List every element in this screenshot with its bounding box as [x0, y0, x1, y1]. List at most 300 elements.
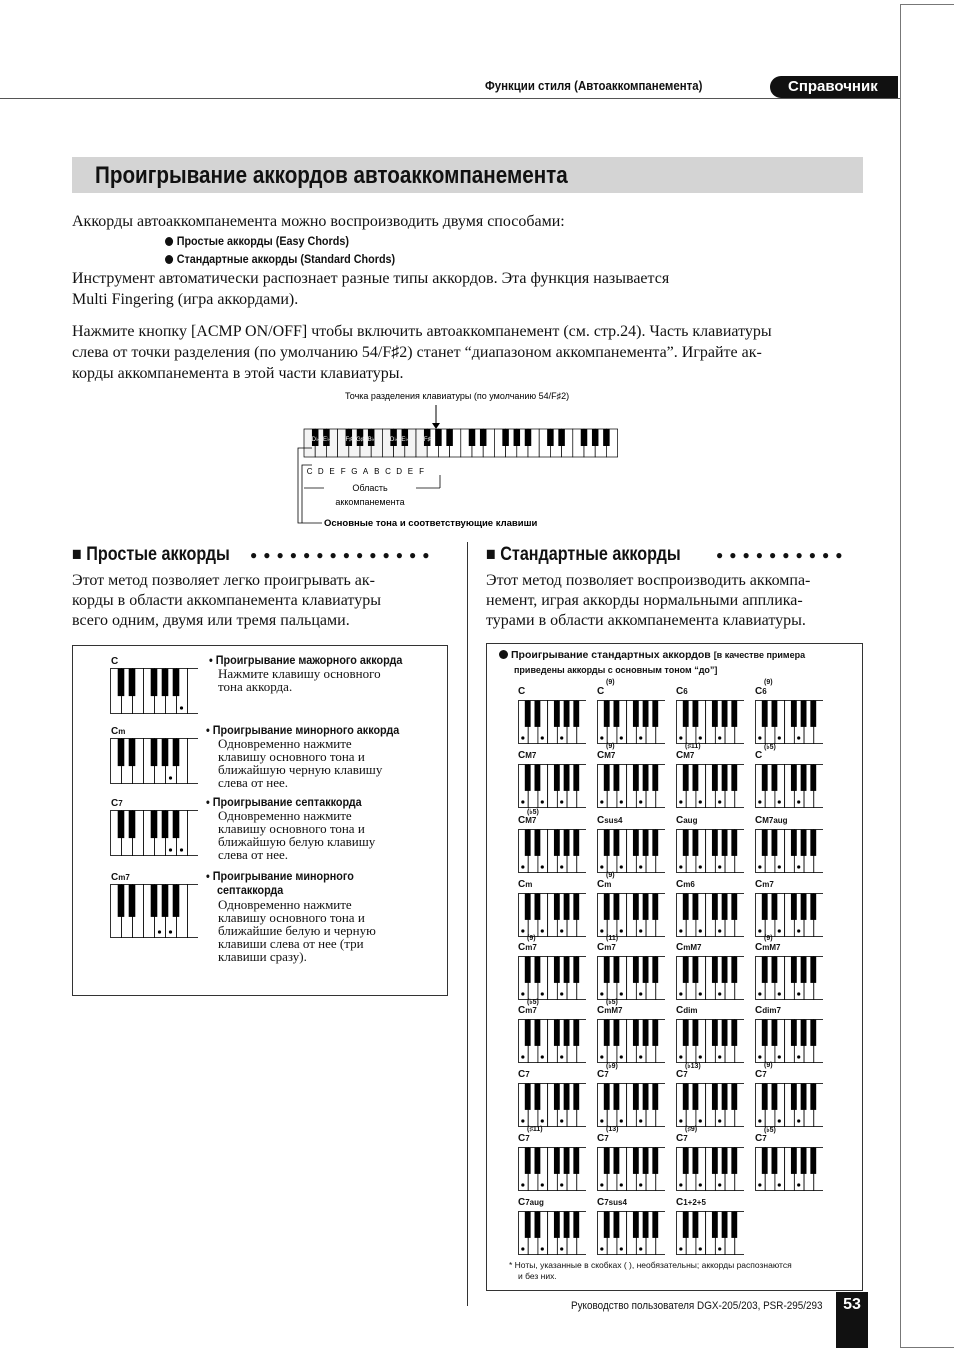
black-key — [573, 701, 579, 727]
easy-chords-heading: ■ Простые аккорды — [72, 544, 230, 565]
black-key — [712, 894, 718, 920]
white-note-label: F — [419, 467, 425, 476]
black-key — [535, 1020, 541, 1046]
pressed-key-dot — [699, 736, 702, 739]
black-key — [810, 957, 816, 983]
standard-chord-name: CM7 (9) — [597, 743, 616, 761]
chord-keyboard — [597, 1147, 665, 1191]
black-key — [118, 885, 125, 917]
white-note-label: D — [396, 467, 403, 476]
standard-chord-name: Cm7 (9) — [518, 935, 537, 953]
pressed-key-dot — [541, 1119, 544, 1122]
chord-keyboard — [110, 810, 198, 856]
pressed-key-dot — [797, 1055, 800, 1058]
black-key — [762, 830, 768, 856]
pressed-key-dot — [180, 848, 183, 851]
pressed-key-dot — [778, 1183, 781, 1186]
black-key — [652, 1020, 658, 1046]
black-key — [118, 739, 125, 767]
black-note-label: G♯ — [356, 437, 364, 443]
pressed-key-dot — [718, 865, 721, 868]
chord-keyboard — [518, 1019, 586, 1063]
page-edge-top — [900, 4, 954, 5]
chord-keyboard — [676, 893, 744, 937]
pressed-key-dot — [797, 736, 800, 739]
black-key — [554, 765, 560, 791]
black-key — [791, 765, 797, 791]
black-note-label: E♭ — [401, 437, 409, 443]
black-key — [643, 1212, 649, 1238]
chord-keyboard — [597, 700, 665, 744]
pressed-key-dot — [521, 800, 524, 803]
black-key — [525, 830, 531, 856]
pressed-key-dot — [639, 1247, 642, 1250]
standard-chord-name: C7 (♭9) — [597, 1063, 618, 1080]
easy-chord-title: • Проигрывание мажорного аккорда — [209, 653, 403, 667]
pressed-key-dot — [679, 1055, 682, 1058]
black-key — [722, 765, 728, 791]
black-key — [573, 765, 579, 791]
black-key — [762, 1020, 768, 1046]
pressed-key-dot — [778, 929, 781, 932]
black-key — [712, 830, 718, 856]
standard-chord-name: CM7aug — [755, 815, 788, 826]
black-key — [722, 894, 728, 920]
chord-keyboard — [597, 893, 665, 937]
pressed-key-dot — [718, 1055, 721, 1058]
standard-heading-dots: ●●●●●●●●●● — [716, 548, 849, 562]
black-key — [683, 765, 689, 791]
black-key — [525, 957, 531, 983]
chord-keyboard — [110, 668, 198, 714]
black-key — [162, 669, 169, 697]
black-key — [712, 1148, 718, 1174]
black-key — [173, 811, 180, 839]
standard-chord-name: Cm6 — [676, 879, 695, 890]
pressed-key-dot — [600, 929, 603, 932]
black-key — [151, 811, 158, 839]
black-key — [554, 830, 560, 856]
page-number: 53 — [836, 1292, 868, 1348]
pressed-key-dot — [600, 1119, 603, 1122]
standard-chord-name: C6 (9) — [755, 679, 773, 697]
black-key — [722, 1148, 728, 1174]
black-key — [791, 894, 797, 920]
black-key — [633, 701, 639, 727]
black-key — [731, 701, 737, 727]
black-key — [772, 765, 778, 791]
black-key — [173, 669, 180, 697]
black-key — [633, 1148, 639, 1174]
chord-keyboard — [518, 1083, 586, 1127]
pressed-key-dot — [758, 1055, 761, 1058]
easy-chord-desc-line: клавишу основного тона и — [218, 749, 365, 764]
white-note-label: A — [362, 467, 369, 476]
standard-text-l3: турами в области аккомпанемента клавиатуры. — [486, 612, 806, 629]
pressed-key-dot — [699, 1055, 702, 1058]
pressed-key-dot — [639, 992, 642, 995]
bullet-dot-icon — [165, 255, 173, 264]
pressed-key-dot — [778, 992, 781, 995]
chord-keyboard — [518, 1147, 586, 1191]
pressed-key-dot — [797, 992, 800, 995]
white-key — [188, 739, 199, 784]
black-key — [801, 1148, 807, 1174]
black-key — [573, 1020, 579, 1046]
black-key — [129, 669, 136, 697]
pressed-key-dot — [718, 736, 721, 739]
black-key — [525, 1212, 531, 1238]
pressed-key-dot — [718, 1183, 721, 1186]
chord-keyboard — [755, 956, 823, 1000]
pressed-key-dot — [718, 992, 721, 995]
para2-line1: Нажмите кнопку [ACMP ON/OFF] чтобы включить автоаккомпанемент (см. стр.24). Часть клавиатуры — [72, 323, 772, 340]
standard-chords-heading: ■ Стандартные аккорды — [486, 544, 681, 565]
black-key — [810, 1148, 816, 1174]
pressed-key-dot — [699, 1247, 702, 1250]
black-key — [801, 701, 807, 727]
black-key — [762, 765, 768, 791]
black-key — [762, 701, 768, 727]
black-key — [633, 1020, 639, 1046]
footer-manual-title: Руководство пользователя DGX-205/203, PSR-295/293 — [571, 1300, 823, 1312]
black-key — [801, 1020, 807, 1046]
black-key — [801, 894, 807, 920]
pressed-key-dot — [620, 992, 623, 995]
white-note-label: F — [340, 467, 346, 476]
pressed-key-dot — [758, 800, 761, 803]
black-key — [118, 811, 125, 839]
black-key — [581, 429, 588, 446]
black-key — [801, 765, 807, 791]
pressed-key-dot — [778, 865, 781, 868]
black-note-label: F♯ — [345, 437, 353, 443]
easy-chord-desc-line: Нажмите клавишу основного — [218, 666, 381, 681]
roots-label: Основные тона и соответствующие клавиши — [324, 518, 538, 529]
black-key — [643, 1148, 649, 1174]
easy-chord-desc-line: клавиши сразу). — [218, 949, 307, 964]
black-key — [535, 1212, 541, 1238]
pressed-key-dot — [560, 1055, 563, 1058]
standard-chord-name: CM7 — [518, 750, 537, 761]
black-key — [604, 830, 610, 856]
black-key — [554, 1084, 560, 1110]
black-key — [564, 1020, 570, 1046]
black-key — [772, 1020, 778, 1046]
pressed-key-dot — [541, 736, 544, 739]
pressed-key-dot — [600, 1183, 603, 1186]
black-key — [683, 957, 689, 983]
pressed-key-dot — [521, 1247, 524, 1250]
chord-keyboard — [518, 700, 586, 744]
pressed-key-dot — [679, 1247, 682, 1250]
pressed-key-dot — [521, 1055, 524, 1058]
chord-keyboard — [597, 956, 665, 1000]
easy-text-l1: Этот метод позволяет легко проигрывать ак- — [72, 572, 375, 589]
black-key — [604, 1148, 610, 1174]
easy-chord-name: C — [111, 656, 119, 667]
standard-chord-name: C6 — [676, 686, 688, 697]
pressed-key-dot — [541, 1247, 544, 1250]
easy-chord-desc-line: тона аккорда. — [218, 679, 293, 694]
white-note-label: D — [317, 467, 324, 476]
black-key — [614, 765, 620, 791]
standard-chord-name: C7aug — [518, 1197, 544, 1208]
black-key — [712, 765, 718, 791]
chord-keyboard — [755, 700, 823, 744]
black-key — [772, 1148, 778, 1174]
standard-chord-name: C (♭5) — [755, 744, 776, 761]
bullet-standard: Стандартные аккорды (Standard Chords) — [165, 252, 395, 266]
pressed-key-dot — [718, 1119, 721, 1122]
black-key — [525, 1084, 531, 1110]
black-key — [525, 894, 531, 920]
black-key — [564, 830, 570, 856]
pressed-key-dot — [758, 1183, 761, 1186]
pressed-key-dot — [521, 865, 524, 868]
chord-keyboard — [755, 1019, 823, 1063]
pressed-key-dot — [797, 800, 800, 803]
chord-keyboard — [755, 893, 823, 937]
area-label-line1: Область — [352, 483, 388, 493]
black-key — [722, 957, 728, 983]
black-key — [810, 701, 816, 727]
black-key — [810, 1020, 816, 1046]
black-key — [604, 701, 610, 727]
pressed-key-dot — [620, 1119, 623, 1122]
para1-line1: Инструмент автоматически распознает разные типы аккордов. Эта функция называется — [72, 270, 670, 287]
chord-keyboard — [755, 1083, 823, 1127]
black-key — [554, 894, 560, 920]
pressed-key-dot — [639, 1183, 642, 1186]
black-key — [614, 1020, 620, 1046]
black-key — [722, 701, 728, 727]
black-key — [693, 1084, 699, 1110]
chord-keyboard — [676, 956, 744, 1000]
black-key — [772, 830, 778, 856]
black-key — [652, 1148, 658, 1174]
black-key — [604, 957, 610, 983]
black-key — [162, 739, 169, 767]
black-key — [731, 830, 737, 856]
pressed-key-dot — [620, 929, 623, 932]
chord-keyboard — [755, 1147, 823, 1191]
black-key — [573, 1148, 579, 1174]
easy-chord-desc-line: слева от нее. — [218, 775, 289, 790]
para2-line3: корды аккомпанемента в этой части клавиатуры. — [72, 365, 404, 382]
pressed-key-dot — [679, 865, 682, 868]
area-label-line2: аккомпанемента — [335, 497, 405, 507]
black-key — [573, 1084, 579, 1110]
keyboard-keys — [304, 429, 618, 457]
pressed-key-dot — [758, 929, 761, 932]
standard-chord-name: C7sus4 — [597, 1197, 627, 1208]
black-key — [614, 1148, 620, 1174]
pressed-key-dot — [778, 1119, 781, 1122]
black-key — [162, 885, 169, 917]
pressed-key-dot — [600, 1055, 603, 1058]
standard-chord-name: C7 (9) — [755, 1062, 773, 1080]
black-key — [731, 1212, 737, 1238]
black-key — [525, 1020, 531, 1046]
pressed-key-dot — [639, 736, 642, 739]
black-key — [614, 830, 620, 856]
white-note-label: C — [306, 467, 313, 476]
black-key — [693, 701, 699, 727]
pressed-key-dot — [718, 1247, 721, 1250]
pressed-key-dot — [620, 1055, 623, 1058]
standard-chord-name: C1+2+5 — [676, 1197, 706, 1208]
standard-chord-name: CmM7 (♭5) — [597, 999, 623, 1016]
easy-chord-title: • Проигрывание септаккорда — [206, 795, 362, 809]
black-key — [502, 429, 509, 446]
black-key — [151, 669, 158, 697]
black-key — [791, 1084, 797, 1110]
black-key — [731, 957, 737, 983]
black-key — [722, 1212, 728, 1238]
black-key — [762, 1084, 768, 1110]
black-key — [652, 701, 658, 727]
pressed-key-dot — [639, 865, 642, 868]
black-key — [554, 957, 560, 983]
black-key — [683, 1148, 689, 1174]
black-key — [810, 894, 816, 920]
black-key — [564, 957, 570, 983]
black-key — [564, 894, 570, 920]
black-key — [604, 1084, 610, 1110]
standard-chord-name: C7 — [518, 1069, 530, 1080]
black-key — [535, 894, 541, 920]
black-key — [693, 894, 699, 920]
black-key — [791, 830, 797, 856]
bullet-easy: Простые аккорды (Easy Chords) — [165, 234, 349, 248]
pressed-key-dot — [541, 865, 544, 868]
pressed-key-dot — [718, 929, 721, 932]
black-key — [762, 1148, 768, 1174]
easy-chord-desc-line: клавишу основного тона и — [218, 821, 365, 836]
black-key — [643, 765, 649, 791]
black-key — [525, 701, 531, 727]
black-key — [604, 765, 610, 791]
footnote-line1: * Ноты, указанные в скобках ( ), необязательны; аккорды распознаются — [509, 1260, 792, 1270]
pressed-key-dot — [718, 800, 721, 803]
black-key — [604, 1020, 610, 1046]
black-key — [643, 830, 649, 856]
easy-chord-desc-line: клавиши слева от нее (три — [218, 936, 364, 951]
chord-keyboard — [676, 764, 744, 808]
chord-keyboard — [518, 956, 586, 1000]
black-key — [633, 1084, 639, 1110]
header-section-label: Функции стиля (Автоаккомпанемента) — [485, 78, 703, 93]
black-key — [514, 429, 521, 446]
black-key — [722, 1084, 728, 1110]
black-key — [772, 1084, 778, 1110]
pressed-key-dot — [639, 1119, 642, 1122]
black-key — [683, 894, 689, 920]
easy-heading-dots: ●●●●●●●●●●●●●● — [250, 548, 436, 562]
standard-chord-name: Cdim7 — [755, 1005, 781, 1016]
pressed-key-dot — [600, 865, 603, 868]
black-key — [633, 765, 639, 791]
black-key — [633, 957, 639, 983]
black-note-label: F♯ — [423, 437, 431, 443]
black-key — [633, 1212, 639, 1238]
pressed-key-dot — [699, 800, 702, 803]
black-key — [810, 830, 816, 856]
white-note-label: C — [385, 467, 391, 476]
standard-chord-name: Cm7 — [755, 879, 774, 890]
pressed-key-dot — [620, 1183, 623, 1186]
chord-keyboard — [755, 829, 823, 873]
standard-chord-name: CM7 (♯11) — [676, 743, 701, 761]
black-key — [118, 669, 125, 697]
black-key — [535, 701, 541, 727]
white-note-label: G — [351, 467, 358, 476]
black-key — [683, 1020, 689, 1046]
black-key — [173, 739, 180, 767]
chord-keyboard — [110, 884, 198, 938]
pressed-key-dot — [180, 706, 183, 709]
chord-keyboard — [597, 1211, 665, 1255]
black-key — [693, 1148, 699, 1174]
black-key — [435, 429, 442, 446]
bullet-dot-icon — [165, 237, 173, 246]
black-key — [469, 429, 476, 446]
black-key — [480, 429, 487, 446]
standard-chord-name: Csus4 — [597, 815, 623, 826]
easy-chord-desc-line: Одновременно нажмите — [218, 897, 352, 912]
chord-keyboard — [597, 764, 665, 808]
pressed-key-dot — [679, 1183, 682, 1186]
black-key — [564, 1148, 570, 1174]
page-edge-bottom — [900, 1347, 954, 1348]
black-key — [525, 765, 531, 791]
black-key — [633, 894, 639, 920]
black-note-label: B♭ — [367, 437, 375, 443]
pressed-key-dot — [699, 929, 702, 932]
pressed-key-dot — [679, 929, 682, 932]
bullet-dot-icon — [499, 650, 508, 659]
pressed-key-dot — [560, 929, 563, 932]
black-key — [712, 1084, 718, 1110]
black-key — [810, 1084, 816, 1110]
black-key — [614, 701, 620, 727]
black-key — [564, 1212, 570, 1238]
standard-chord-name: C — [518, 686, 526, 697]
black-key — [722, 830, 728, 856]
black-key — [772, 957, 778, 983]
header-tab: Справочник — [770, 76, 898, 98]
standard-box-title: Проигрывание стандартных аккордов [в качестве примера — [499, 649, 805, 661]
white-key — [188, 885, 199, 938]
pressed-key-dot — [778, 800, 781, 803]
pressed-key-dot — [797, 1119, 800, 1122]
easy-chord-desc-line: ближайшие белую и черную — [218, 923, 376, 938]
black-key — [573, 957, 579, 983]
black-key — [525, 1148, 531, 1174]
black-key — [614, 1084, 620, 1110]
pressed-key-dot — [639, 1055, 642, 1058]
black-key — [791, 1148, 797, 1174]
pressed-key-dot — [699, 1183, 702, 1186]
black-key — [683, 1212, 689, 1238]
black-key — [129, 739, 136, 767]
pressed-key-dot — [521, 1119, 524, 1122]
page-title: Проигрывание аккордов автоаккомпанемента — [95, 162, 568, 189]
pressed-key-dot — [560, 1247, 563, 1250]
black-key — [151, 885, 158, 917]
black-key — [652, 957, 658, 983]
